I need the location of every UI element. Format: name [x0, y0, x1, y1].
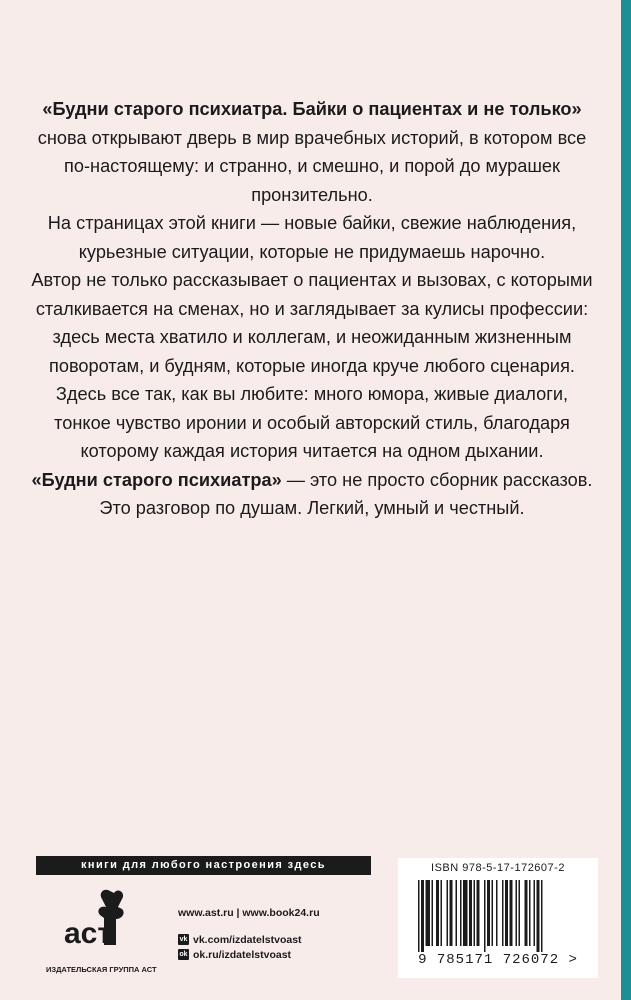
title-quote-short: «Будни старого психиатра»: [31, 469, 282, 490]
ok-icon: ok: [179, 951, 188, 958]
barcode-icon: [418, 880, 578, 952]
ast-logo-icon: [60, 885, 142, 963]
paragraph-5: «Будни старого психиатра» — это не просто сборник рассказов. Это разговор по душам. Легкий, умный и честный.: [31, 469, 593, 518]
vk-link[interactable]: vk vk.com/izdatelstvoast: [179, 933, 302, 946]
title-quote: «Будни старого психиатра. Байки о пациентах и не только»: [42, 99, 582, 119]
paragraph-1: «Будни старого психиатра. Байки о пациентах и не только» снова открывают дверь в мир врачебных историй, в котором все по-настоящему: и странно, и смешно, и порой до мурашек пронзительно.: [37, 99, 587, 205]
website-links[interactable]: www.ast.ru | www.book24.ru: [178, 907, 320, 919]
book-description: [28, 95, 596, 523]
paragraph-2: На страницах этой книги — новые байки, свежие наблюдения, курьезные ситуации, которые не придумаешь нарочно.: [47, 213, 577, 262]
vk-icon: vk: [179, 936, 188, 943]
paragraph-3: Автор не только рассказывает о пациентах и вызовах, с которыми сталкивается на сменах, но и заглядывает за кулисы профессии: здесь места хватило и коллегам, и неожиданным жизненным поворотам, и будням, которые иногда круче любого сценария.: [31, 270, 593, 376]
paragraph-4: Здесь все так, как вы любите: много юмора, живые диалоги, тонкое чувство иронии и особый авторский стиль, благодаря которому каждая история читается на одном дыхании.: [54, 384, 570, 461]
publisher-links: [178, 907, 378, 962]
logo-text: аст: [64, 917, 113, 950]
ok-link[interactable]: ok ok.ru/izdatelstvoast: [179, 948, 292, 961]
accent-strip: [621, 0, 631, 1000]
isbn-label: ISBN 978-5-17-172607-2: [431, 862, 565, 874]
tagline-bar: книги для любого настроения здесь: [36, 856, 371, 875]
ast-logo: [46, 885, 156, 985]
barcode-block: [398, 858, 598, 978]
barcode-number: 9 785171 726072 >: [418, 952, 578, 968]
publisher-name: ИЗДАТЕЛЬСКАЯ ГРУППА АСТ: [46, 965, 157, 974]
